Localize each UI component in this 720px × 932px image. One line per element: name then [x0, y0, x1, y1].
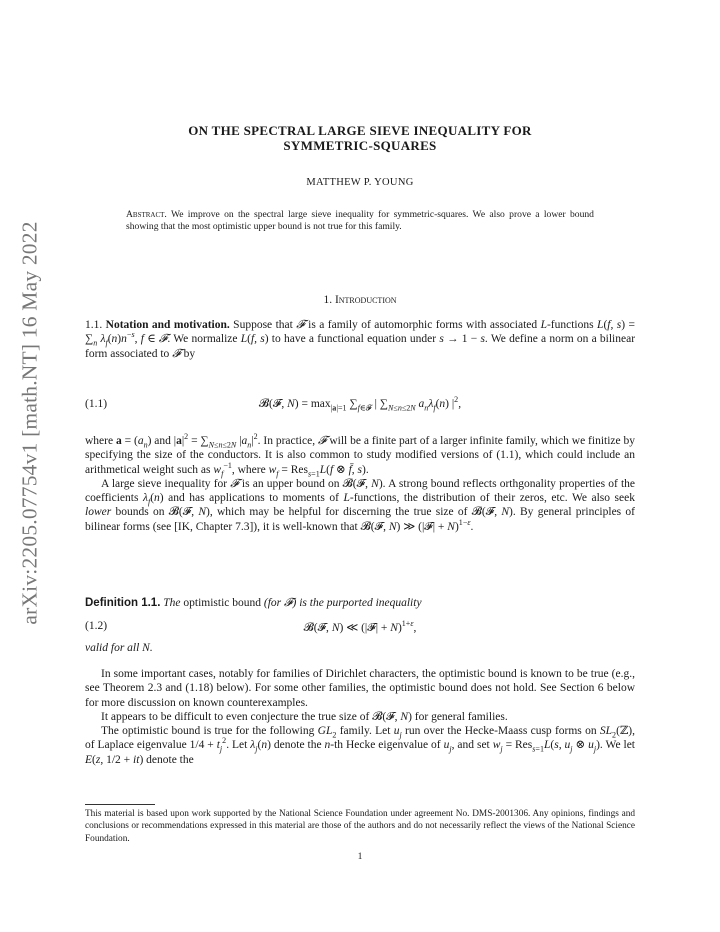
footnote-rule	[85, 804, 155, 805]
paragraph-where: where $a = (a_n)$ and $|a|^2 = \sum_{N\le n\le 2N}$ $|a_n|^2$. In practice, 𝓕 will be a finite part of a larger infinite family, which we finitize by specifying the size of the conductors. It is also common to study modified versions of (1.1), which could include an arithmetical weight such as $w_f^{-1}$, where $w_f = Res_{s=1}L(f$ ⊗ f̄, s). A large sieve inequality for 𝓕 is an upper bound on 𝓑(𝓕, N). A strong bound reflects orthgonality properties of the coefficients $\lambda_f(n)$ and has applications to moments of L-functions, the distribution of their zeros, etc. We also seek lower bounds on 𝓑(𝓕, N), which may be helpful for discerning the true size of 𝓑(𝓕, N). By general principles of bilinear forms (see [IK, Chapter 7.3]), it is well-known that 𝓑(𝓕, N) ≫ (|𝓕| + N)$^{1-\varepsilon}$.	[85, 432, 636, 533]
definition-label: Definition 1.1.	[85, 597, 161, 609]
equation-1-1-label: (1.1)	[85, 398, 108, 410]
paragraph-cases: In some important cases, notably for families of Dirichlet characters, the optimistic bound is known to be true (e.g., see Theorem 2.3 and (1.18) below). For some other families, the optimistic bound does not hold. See Section 6 below for more discussion on known counterexamples. It appears to be difficult to even conjecture the true size of 𝓑(𝓕, N) for general families. The optimistic bound is true for the following $GL_2$ family. Let $u_j$ run over the Hecke-Maass cusp forms on $SL_2(ℤ)$, of Laplace eigenvalue $1/4 + t_j^2$. Let $\lambda_j(n)$ denote the n-th Hecke eigenvalue of $u_j$, and set $w_j = Res_{s=1}L(s$, $u_j$ ⊗ $u_j$). We let E(z, 1/2 + it) denote the	[85, 668, 636, 766]
subsection-title: Notation and motivation.	[105, 319, 230, 331]
abstract	[126, 209, 594, 233]
paper-title	[85, 123, 635, 153]
subsection-number: 1.1.	[85, 319, 103, 331]
abstract-label: Abstract.	[126, 209, 167, 220]
definition-tail: valid for all N.	[85, 642, 153, 654]
equation-1-1-body: 𝓑(𝓕, $N) = \max_{|a|=1} \sum_{f\in 𝓕}$ | $\sum_{N\le n\le 2N}$ $a_n\lambda_f(n)$ $|^2$,	[258, 395, 462, 413]
paragraph-notation: 1.1. Notation and motivation. Suppose that 𝓕 is a family of automorphic forms with associated L-functions L(f, $s) = \sum_n$ $\lambda_f(n)n^{-s}$, f ∈ 𝓕. We normalize L(f, s) to have a functional equation under s → 1 − s. We define a norm on a bilinear form associated to 𝓕 by	[85, 319, 636, 360]
section-heading	[85, 294, 635, 306]
footnote: This material is based upon work supported by the National Science Foundation under agreement No. DMS-2001306. Any opinions, findings and conclusions or recommendations expressed in this material are those of the authors and do not necessarily reflect the views of the National Science Foundation.	[85, 809, 635, 844]
definition-1-1: Definition 1.1. The optimistic bound (for 𝓕) is the purported inequality	[85, 597, 422, 609]
section-title: Introduction	[334, 294, 397, 306]
equation-1-2-body: 𝓑(𝓕, N) ≪ (|𝓕| + N)$^{1+\varepsilon}$,	[303, 619, 417, 634]
abstract-text: We improve on the spectral large sieve inequality for symmetric-squares. We also prove a lower bound showing that the most optimistic upper bound is not true for this family.	[126, 209, 594, 233]
arxiv-identifier: arXiv:2205.07754v1 [math.NT] 16 May 2022	[17, 220, 42, 625]
title-line-1: ON THE SPECTRAL LARGE SIEVE INEQUALITY FOR	[188, 123, 532, 138]
arxiv-sidebar	[8, 200, 52, 645]
author: MATTHEW P. YOUNG	[306, 177, 414, 188]
title-line-2: SYMMETRIC-SQUARES	[283, 138, 437, 153]
section-number: 1.	[323, 294, 333, 306]
equation-1-2-label: (1.2)	[85, 620, 108, 632]
page-number: 1	[357, 851, 363, 862]
